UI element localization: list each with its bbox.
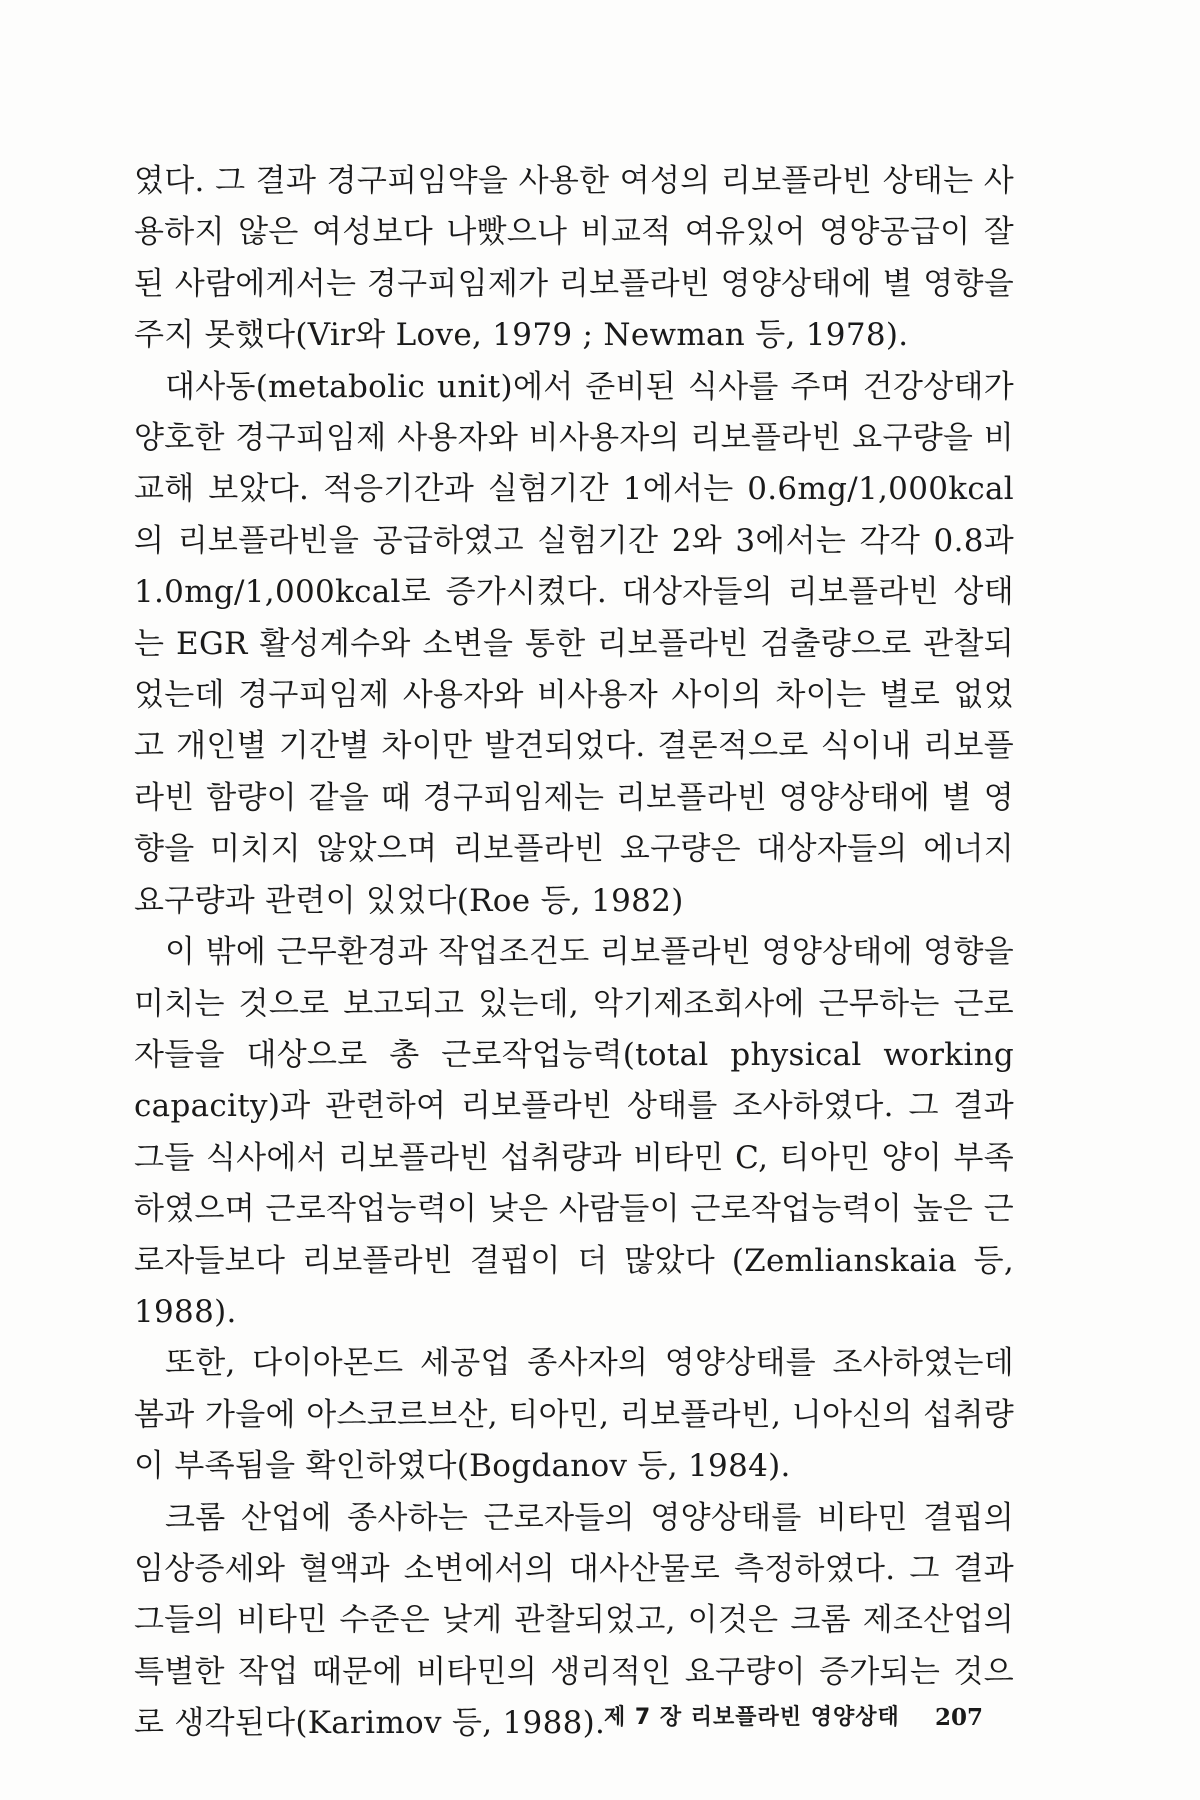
page-number: 207 (935, 1704, 984, 1731)
paragraph-metabolic-unit-study: 대사동(metabolic unit)에서 준비된 식사를 주며 건강상태가 양호한 경구피임제 사용자와 비사용자의 리보플라빈 요구량을 비교해 보았다. 적응기간과 실험기간 1에서는 0.6mg/1,000kcal의 리보플라빈을 공급하였고 실험기간 2와 3에서는 각각 0.8과 1.0mg/1,000kcal로 증가시켰다. 대상자들의 리보플라빈 상태는 EGR 활성계수와 소변을 통한 리보플라빈 검출량으로 관찰되었는데 경구피임제 사용자와 비사용자 사이의 차이는 별로 없었고 개인별 기간별 차이만 발견되었다. 결론적으로 식이내 리보플라빈 함량이 같을 때 경구피임제는 리보플라빈 영양상태에 별 영향을 미치지 않았으며 리보플라빈 요구량은 대상자들의 에너지 요구량과 관련이 있었다(Roe 등, 1982) (134, 368, 1014, 919)
paragraph-diamond-workers: 또한, 다이아몬드 세공업 종사자의 영양상태를 조사하였는데 봄과 가을에 아스코르브산, 티아민, 리보플라빈, 니아신의 섭취량이 부족됨을 확인하였다(Bogdanov 등, 1984). (134, 1345, 1014, 1485)
page-footer (0, 1698, 1200, 1738)
running-head: 제 7 장 리보플라빈 영양상태 (604, 1705, 900, 1730)
body-text (134, 156, 1014, 1750)
paragraph-continuation: 였다. 그 결과 경구피임약을 사용한 여성의 리보플라빈 상태는 사용하지 않은 여성보다 나빴으나 비교적 여유있어 영양공급이 잘된 사람에게서는 경구피임제가 리보플라빈 영양상태에 별 영향을 주지 못했다(Vir와 Love, 1979 ; Newman 등, 1978). (134, 163, 1014, 354)
paragraph-work-environment: 이 밖에 근무환경과 작업조건도 리보플라빈 영양상태에 영향을 미치는 것으로 보고되고 있는데, 악기제조회사에 근무하는 근로자들을 대상으로 총 근로작업능력(total physical working capacity)과 관련하여 리보플라빈 상태를 조사하였다. 그 결과 그들 식사에서 리보플라빈 섭취량과 비타민 C, 티아민 양이 부족하였으며 근로작업능력이 낮은 사람들이 근로작업능력이 높은 근로자들보다 리보플라빈 결핍이 더 많았다 (Zemlianskaia 등, 1988). (134, 934, 1014, 1330)
paragraph-chrome-industry: 크롬 산업에 종사하는 근로자들의 영양상태를 비타민 결핍의 임상증세와 혈액과 소변에서의 대사산물로 측정하였다. 그 결과 그들의 비타민 수준은 낮게 관찰되었고, 이것은 크롬 제조산업의 특별한 작업 때문에 비타민의 생리적인 요구량이 증가되는 것으로 생각된다(Karimov 등, 1988). (134, 1499, 1014, 1742)
